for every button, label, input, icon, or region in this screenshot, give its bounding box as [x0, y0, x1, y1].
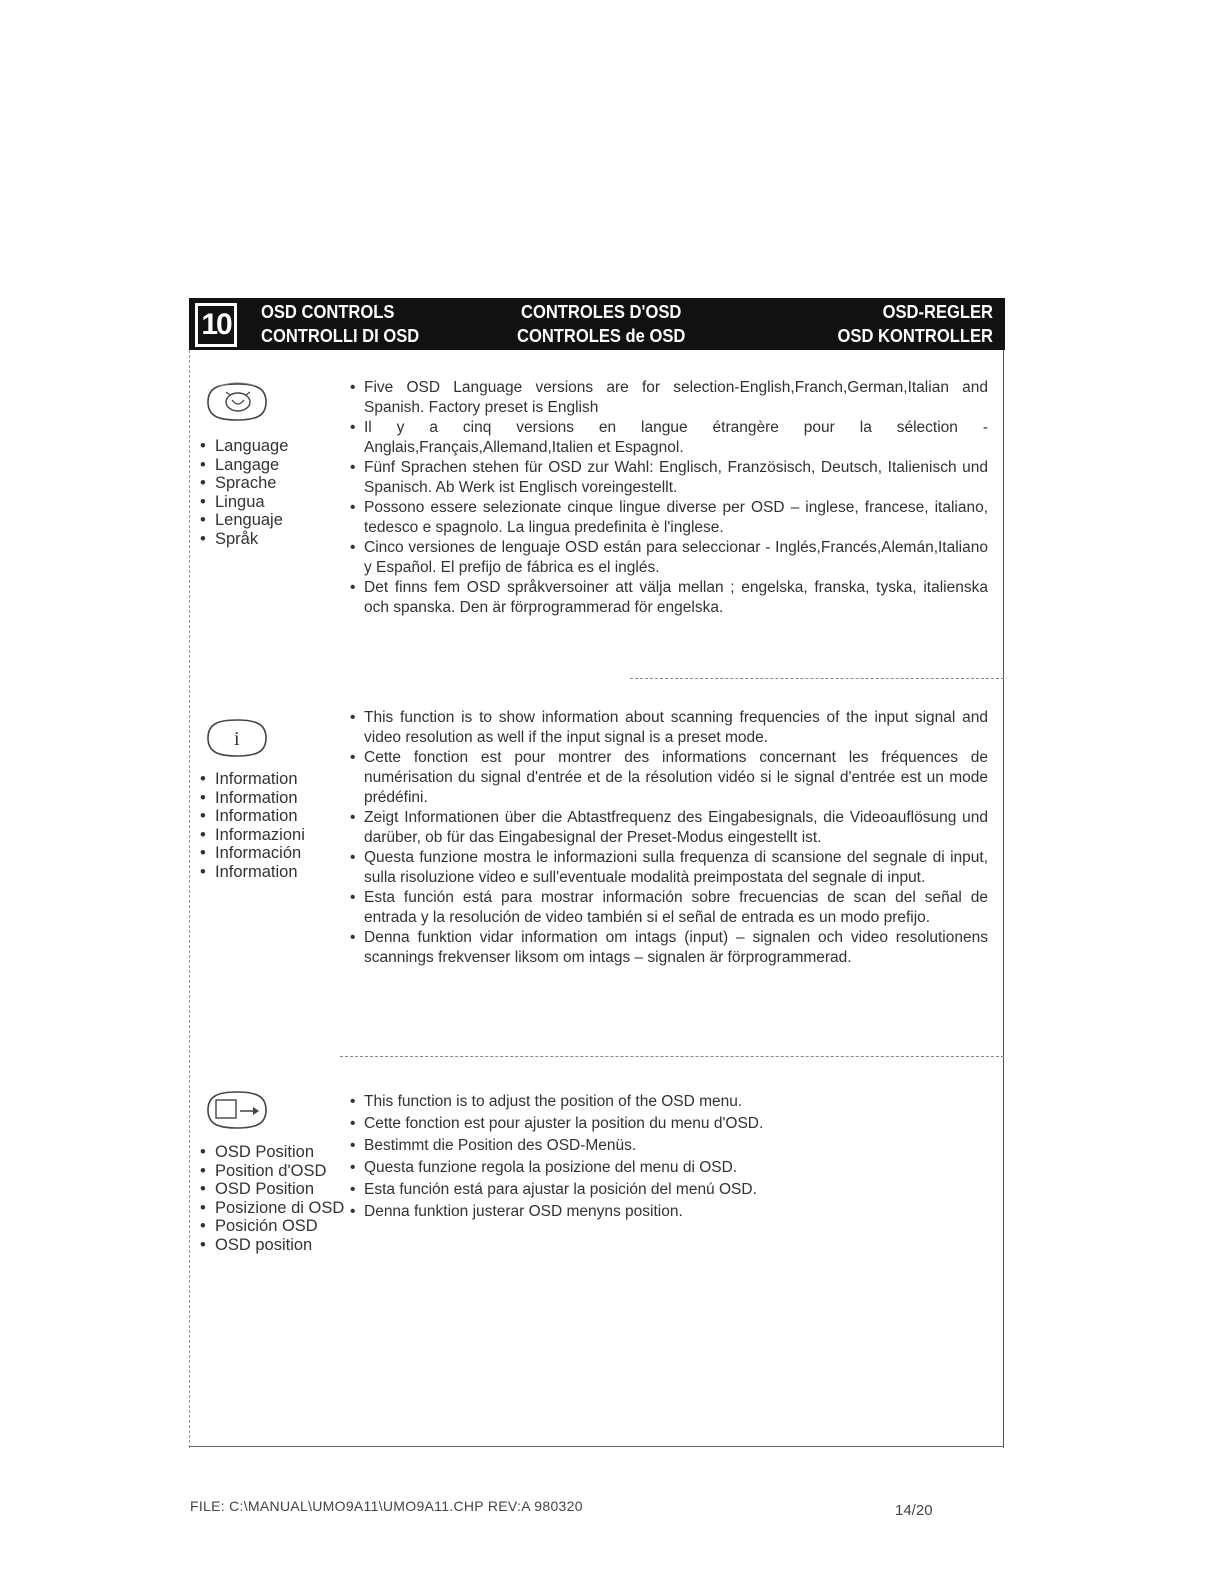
information-icon: [200, 714, 274, 762]
list-item: • Lingua: [200, 493, 288, 512]
section-separator: [340, 1056, 1004, 1057]
list-item: • Fünf Sprachen stehen für OSD zur Wahl: Englisch, Französisch, Deutsch, Italienisch und Spanisch. Ab Werk ist Englisch voreingestellt.: [348, 458, 988, 498]
osd-position-description-list: [348, 1091, 988, 1223]
list-item: • OSD Position: [200, 1180, 344, 1199]
list-item: • Información: [200, 844, 305, 863]
list-item: • OSD position: [200, 1236, 344, 1255]
list-item: • Sprache: [200, 474, 288, 493]
list-item: • Denna funktion vidar information om intags (input) – signalen och video resolutionens scannings frekvenser liksom om intags – signalen är förprogrammerad.: [348, 928, 988, 968]
list-item: • Posición OSD: [200, 1217, 344, 1236]
list-item: • Lenguaje: [200, 511, 288, 530]
section-separator: [630, 678, 1004, 679]
title-it: CONTROLLI DI OSD: [261, 326, 420, 346]
page-number: 14/20: [895, 1502, 933, 1519]
footer-file-path: FILE: C:\MANUAL\UMO9A11\UMO9A11.CHP REV:A 980320: [190, 1498, 583, 1514]
title-en: OSD CONTROLS: [261, 302, 395, 322]
osd-position-names-list: [200, 1143, 344, 1255]
list-item: • Possono essere selezionate cinque lingue diverse per OSD – inglese, francese, italiano, tedesco e spagnolo. La lingua predefinita è l'inglese.: [348, 498, 988, 538]
section-header: [189, 298, 1005, 350]
list-item: • This function is to show information about scanning frequencies of the input signal and video resolution as well if the input signal is a preset mode.: [348, 708, 988, 748]
list-item: • Information: [200, 807, 305, 826]
title-fr: CONTROLES D'OSD: [521, 302, 682, 322]
osd-position-icon: [200, 1086, 274, 1134]
information-description-list: [348, 708, 988, 968]
list-item: • Cette fonction est pour ajuster la position du menu d'OSD.: [348, 1113, 988, 1135]
list-item: • Esta función está para ajustar la posición del menú OSD.: [348, 1179, 988, 1201]
list-item: • Denna funktion justerar OSD menyns position.: [348, 1201, 988, 1223]
list-item: • Zeigt Informationen über die Abtastfrequenz des Eingabesignals, die Videoauflösung und darüber, ob für das Eingabesignal der Preset-Modus eingestellt ist.: [348, 808, 988, 848]
list-item: • Det finns fem OSD språkversoiner att välja mellan ; engelska, franska, tyska, italienska och spanska. Den är förprogrammerad för engelska.: [348, 578, 988, 618]
list-item: • Il y a cinq versions en langue étrangère pour la sélection - Anglais,Français,Allemand,Italien et Espagnol.: [348, 418, 988, 458]
list-item: • Questa funzione mostra le informazioni sulla frequenza di scansione del segnale di input, sulla risoluzione video e sull'eventuale modalità preimpostata del segnale di input.: [348, 848, 988, 888]
list-item: • Information: [200, 863, 305, 882]
section-number: 10: [195, 303, 237, 347]
list-item: • Cinco versiones de lenguaje OSD están para seleccionar - Inglés,Francés,Alemán,Italiano y Español. El prefijo de fábrica es el inglés.: [348, 538, 988, 578]
list-item: • Position d'OSD: [200, 1162, 344, 1181]
list-item: • Langage: [200, 456, 288, 475]
list-item: • OSD Position: [200, 1143, 344, 1162]
list-item: • Språk: [200, 530, 288, 549]
information-names-list: [200, 770, 305, 882]
language-face-icon: [200, 378, 274, 426]
language-description-list: [348, 378, 988, 618]
language-names-list: [200, 437, 288, 549]
list-item: • Bestimmt die Position des OSD-Menüs.: [348, 1135, 988, 1157]
list-item: • Five OSD Language versions are for selection-English,Franch,German,Italian and Spanish. Factory preset is English: [348, 378, 988, 418]
list-item: • Posizione di OSD: [200, 1199, 344, 1218]
title-de: OSD-REGLER: [882, 302, 993, 322]
title-es: CONTROLES de OSD: [517, 326, 686, 346]
list-item: • This function is to adjust the position of the OSD menu.: [348, 1091, 988, 1113]
frame-left-border: [189, 350, 190, 1448]
frame-bottom-border: [189, 1446, 1004, 1447]
frame-right-border: [1003, 350, 1004, 1448]
list-item: • Language: [200, 437, 288, 456]
list-item: • Information: [200, 770, 305, 789]
list-item: • Cette fonction est pour montrer des informations concernant les fréquences de numérisation du signal d'entrée et de la résolution vidéo si le signal d'entrée est un mode prédéfini.: [348, 748, 988, 808]
title-sv: OSD KONTROLLER: [837, 326, 993, 346]
information-glyph: i: [234, 728, 240, 750]
list-item: • Information: [200, 789, 305, 808]
list-item: • Esta función está para mostrar información sobre frecuencias de scan del señal de entrada y la resolución de video también si el señal de entrada es un modo prefijo.: [348, 888, 988, 928]
list-item: • Questa funzione regola la posizione del menu di OSD.: [348, 1157, 988, 1179]
list-item: • Informazioni: [200, 826, 305, 845]
